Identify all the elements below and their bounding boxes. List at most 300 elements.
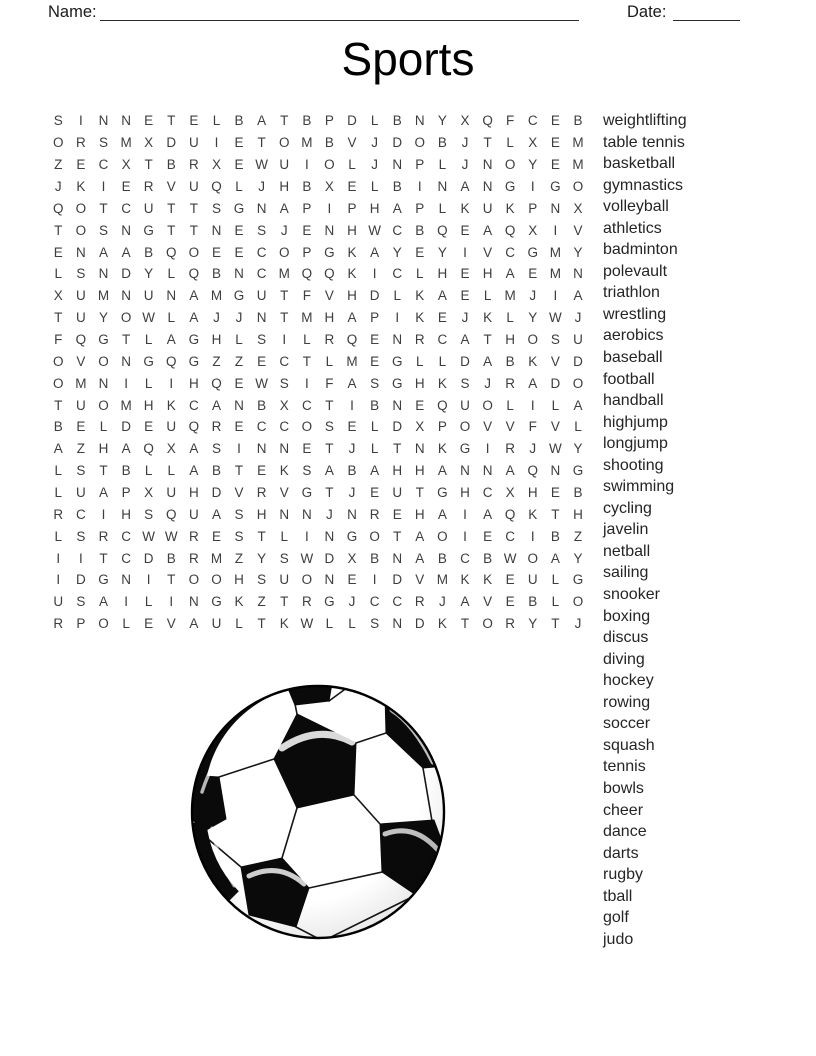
word-list-item: bowls [603, 779, 644, 797]
grid-letter: T [325, 485, 334, 501]
grid-letter: P [415, 157, 425, 173]
grid-letter: L [303, 332, 311, 348]
grid-letter: G [98, 572, 109, 588]
grid-letter: T [99, 463, 108, 479]
grid-letter: B [211, 266, 221, 282]
grid-letter: I [417, 179, 422, 194]
grid-letter: V [573, 222, 583, 238]
word-list-item: volleyball [603, 198, 669, 216]
grid-letter: N [121, 288, 131, 304]
grid-letter: U [143, 288, 154, 304]
grid-letter: J [371, 135, 378, 151]
grid-letter: M [301, 135, 313, 151]
grid-letter: R [369, 506, 380, 522]
grid-letter: N [121, 222, 131, 238]
grid-row [47, 110, 589, 132]
grid-letter: M [346, 353, 358, 369]
grid-letter: B [324, 135, 334, 151]
grid-letter: K [166, 397, 176, 413]
grid-letter: N [234, 397, 244, 413]
grid-letter: M [210, 550, 223, 566]
grid-letter: H [347, 222, 357, 238]
grid-letter: H [369, 200, 380, 216]
grid-letter: C [527, 113, 538, 129]
grid-letter: L [438, 353, 447, 369]
grid-letter: P [121, 485, 131, 501]
grid-row [47, 132, 589, 154]
word-list-item: diving [603, 650, 645, 668]
grid-letter: R [414, 594, 425, 610]
grid-letter: O [98, 616, 109, 632]
name-blank-line [100, 2, 579, 21]
grid-letter: B [121, 463, 131, 479]
grid-letter: E [121, 179, 131, 194]
grid-letter: N [573, 266, 583, 282]
word-list-item: judo [603, 930, 634, 948]
grid-letter: O [188, 244, 200, 260]
grid-letter: S [211, 441, 221, 457]
grid-letter: C [301, 397, 312, 413]
grid-letter: I [553, 222, 558, 238]
grid-letter: N [301, 506, 312, 522]
grid-letter: L [54, 463, 63, 479]
grid-letter: O [437, 528, 448, 544]
grid-letter: O [414, 135, 426, 151]
grid-letter: G [437, 485, 448, 501]
grid-letter: E [302, 441, 312, 457]
grid-letter: Y [144, 266, 154, 282]
grid-letter: R [505, 616, 516, 632]
grid-letter: K [279, 616, 289, 632]
grid-letter: E [234, 157, 244, 173]
word-list-item: swimming [603, 478, 675, 496]
grid-letter: H [188, 375, 199, 391]
grid-letter: E [460, 288, 470, 304]
grid-letter: S [324, 419, 334, 435]
grid-letter: U [143, 200, 154, 216]
grid-letter: L [280, 528, 288, 544]
grid-letter: T [280, 310, 289, 326]
grid-letter: I [101, 179, 106, 194]
grid-letter: L [370, 113, 379, 129]
grid-letter: A [415, 528, 425, 544]
grid-letter: K [415, 288, 425, 304]
grid-letter: A [460, 594, 470, 610]
grid-letter: G [188, 353, 200, 369]
grid-letter: M [301, 310, 313, 326]
date-blank-line [673, 2, 740, 21]
grid-letter: I [372, 572, 377, 588]
grid-letter: S [257, 222, 267, 238]
grid-row [47, 372, 589, 394]
grid-letter: L [54, 485, 63, 501]
word-list-item: polevault [603, 262, 668, 280]
grid-letter: H [573, 506, 583, 522]
grid-letter: I [327, 200, 332, 216]
grid-letter: N [256, 441, 267, 457]
grid-letter: L [370, 179, 379, 194]
grid-letter: E [211, 528, 221, 544]
grid-letter: H [324, 310, 335, 326]
grid-letter: A [98, 594, 108, 610]
grid-letter: W [142, 310, 156, 326]
grid-row [47, 176, 589, 198]
grid-letter: H [98, 441, 109, 457]
soccer-ball-image [186, 680, 450, 944]
grid-letter: Q [211, 179, 222, 194]
grid-letter: J [529, 288, 537, 304]
grid-letter: B [437, 135, 447, 151]
grid-letter: D [392, 572, 403, 588]
grid-letter: A [257, 113, 267, 129]
grid-letter: B [166, 550, 176, 566]
grid-letter: N [121, 572, 131, 588]
grid-letter: S [302, 463, 312, 479]
grid-row [47, 525, 589, 547]
word-list-item: darts [603, 844, 639, 862]
grid-row [47, 154, 589, 176]
grid-letter: D [550, 375, 561, 391]
grid-letter: C [392, 266, 403, 282]
grid-row [47, 438, 589, 460]
grid-letter: R [76, 135, 86, 151]
grid-letter: M [120, 135, 132, 151]
grid-letter: W [503, 550, 517, 566]
grid-letter: E [347, 179, 357, 194]
grid-letter: Y [573, 550, 583, 566]
grid-letter: A [415, 550, 425, 566]
grid-letter: A [550, 550, 560, 566]
grid-letter: K [528, 353, 538, 369]
grid-letter: P [347, 200, 357, 216]
grid-letter: G [346, 528, 358, 544]
grid-letter: R [324, 332, 335, 348]
grid-letter: A [189, 441, 199, 457]
grid-letter: N [414, 113, 425, 129]
grid-letter: L [235, 616, 243, 632]
grid-letter: A [573, 288, 583, 304]
grid-letter: Z [212, 353, 221, 369]
grid-letter: J [529, 441, 537, 457]
grid-letter: G [233, 288, 245, 304]
grid-letter: A [324, 463, 334, 479]
grid-letter: L [167, 463, 176, 479]
word-list-item: badminton [603, 241, 678, 259]
grid-letter: Q [504, 506, 516, 522]
grid-row [47, 241, 589, 263]
grid-letter: Q [188, 419, 200, 435]
grid-letter: I [124, 594, 128, 610]
grid-letter: E [234, 135, 244, 151]
grid-letter: L [438, 200, 447, 216]
grid-letter: A [483, 506, 493, 522]
grid-letter: S [144, 506, 154, 522]
grid-letter: L [348, 616, 356, 632]
grid-letter: Y [437, 113, 447, 129]
grid-row [47, 460, 589, 482]
grid-letter: A [279, 200, 289, 216]
grid-letter: I [304, 375, 309, 391]
grid-letter: P [76, 616, 86, 632]
grid-letter: D [369, 288, 380, 304]
word-list-item: sailing [603, 564, 649, 582]
grid-letter: E [505, 572, 515, 588]
grid-letter: K [347, 266, 357, 282]
grid-letter: X [121, 157, 131, 173]
word-list-item: highjump [603, 413, 668, 431]
grid-letter: K [347, 244, 357, 260]
grid-letter: H [347, 288, 357, 304]
grid-letter: W [300, 550, 314, 566]
grid-letter: V [347, 135, 357, 151]
grid-letter: D [347, 113, 357, 129]
grid-letter: P [437, 419, 447, 435]
word-list-item: javelin [603, 521, 649, 539]
name-label: Name: [48, 3, 97, 21]
grid-letter: Q [188, 266, 200, 282]
grid-letter: L [144, 375, 153, 391]
grid-letter: E [550, 135, 560, 151]
grid-letter: H [505, 332, 516, 348]
grid-letter: N [347, 506, 357, 522]
grid-letter: L [99, 419, 108, 435]
grid-letter: O [572, 375, 584, 391]
grid-letter: N [279, 441, 290, 457]
grid-letter: R [505, 441, 516, 457]
grid-letter: J [348, 441, 356, 457]
grid-letter: Q [75, 332, 87, 348]
grid-letter: T [415, 485, 424, 501]
grid-letter: O [504, 157, 516, 173]
grid-letter: C [76, 506, 86, 522]
grid-letter: I [101, 506, 106, 522]
grid-letter: L [54, 528, 63, 544]
grid-row [47, 547, 589, 569]
grid-letter: E [528, 266, 538, 282]
word-list-item: dance [603, 823, 647, 841]
grid-letter: R [414, 332, 425, 348]
grid-letter: N [98, 375, 109, 391]
grid-letter: B [392, 179, 402, 194]
word-list-item: tball [603, 887, 633, 905]
grid-letter: H [414, 463, 425, 479]
grid-letter: S [211, 200, 221, 216]
grid-letter: E [144, 616, 154, 632]
grid-letter: E [257, 463, 267, 479]
grid-letter: U [188, 135, 199, 151]
grid-letter: N [234, 266, 244, 282]
grid-letter: E [415, 244, 425, 260]
grid-letter: J [348, 594, 356, 610]
grid-letter: B [573, 485, 583, 501]
grid-letter: K [279, 463, 289, 479]
grid-letter: B [53, 419, 63, 435]
grid-letter: U [482, 200, 493, 216]
grid-letter: T [460, 616, 470, 632]
grid-letter: V [76, 353, 86, 369]
grid-letter: I [214, 135, 219, 151]
grid-letter: O [572, 179, 584, 194]
grid-letter: T [551, 616, 560, 632]
grid-letter: K [483, 572, 493, 588]
grid-letter: K [437, 616, 447, 632]
grid-letter: Q [301, 266, 313, 282]
grid-letter: Y [98, 310, 108, 326]
word-list-item: athletics [603, 219, 662, 237]
grid-letter: F [528, 419, 537, 435]
grid-letter: O [188, 572, 200, 588]
grid-letter: T [257, 135, 266, 151]
grid-letter: E [347, 419, 357, 435]
grid-letter: L [144, 463, 153, 479]
grid-letter: E [144, 419, 154, 435]
grid-letter: E [257, 353, 267, 369]
grid-letter: B [370, 550, 380, 566]
grid-letter: X [460, 113, 470, 129]
grid-letter: B [392, 113, 402, 129]
grid-letter: N [550, 200, 561, 216]
grid-letter: N [211, 222, 222, 238]
grid-letter: I [304, 528, 309, 544]
grid-letter: O [75, 200, 87, 216]
grid-letter: U [76, 485, 86, 501]
grid-letter: C [460, 550, 470, 566]
grid-letter: A [189, 616, 199, 632]
grid-letter: Y [573, 244, 583, 260]
grid-letter: O [278, 135, 290, 151]
grid-letter: O [98, 397, 109, 413]
grid-letter: T [99, 200, 108, 216]
grid-row [47, 350, 589, 372]
grid-letter: O [120, 310, 132, 326]
grid-letter: L [144, 594, 153, 610]
grid-letter: B [257, 397, 267, 413]
grid-letter: N [256, 200, 267, 216]
grid-letter: F [506, 113, 515, 129]
grid-letter: S [279, 550, 289, 566]
grid-letter: X [53, 288, 63, 304]
grid-letter: I [463, 244, 467, 260]
grid-letter: S [370, 375, 380, 391]
word-list-item: table tennis [603, 133, 685, 151]
grid-letter: F [325, 375, 334, 391]
word-list-item: cheer [603, 801, 644, 819]
grid-letter: J [461, 157, 469, 173]
grid-letter: S [53, 113, 63, 129]
grid-letter: G [572, 572, 584, 588]
grid-letter: E [234, 375, 244, 391]
grid-letter: P [415, 200, 425, 216]
grid-letter: L [551, 572, 560, 588]
grid-letter: M [504, 288, 516, 304]
grid-letter: S [234, 506, 244, 522]
grid-letter: V [505, 419, 515, 435]
grid-letter: M [278, 266, 290, 282]
grid-letter: J [258, 179, 266, 194]
grid-letter: K [415, 310, 425, 326]
grid-letter: J [326, 506, 333, 522]
grid-letter: H [460, 485, 470, 501]
grid-letter: X [279, 397, 289, 413]
grid-letter: A [573, 397, 583, 413]
grid-letter: W [300, 616, 314, 632]
grid-letter: T [54, 222, 63, 238]
grid-letter: Q [53, 200, 64, 216]
grid-letter: C [256, 419, 267, 435]
grid-letter: A [189, 463, 199, 479]
grid-letter: R [505, 375, 516, 391]
grid-letter: B [211, 463, 221, 479]
grid-letter: M [549, 266, 561, 282]
grid-letter: U [166, 485, 177, 501]
puzzle-title: Sports [341, 33, 475, 85]
grid-letter: Z [234, 353, 244, 369]
grid-letter: U [527, 572, 538, 588]
grid-letter: O [301, 572, 313, 588]
grid-letter: E [483, 528, 493, 544]
grid-letter: Q [166, 506, 177, 522]
grid-letter: I [530, 397, 535, 413]
grid-letter: Z [257, 594, 266, 610]
grid-letter: O [301, 419, 313, 435]
grid-letter: T [393, 528, 402, 544]
grid-letter: C [482, 485, 493, 501]
grid-letter: G [550, 179, 561, 194]
grid-letter: B [528, 594, 538, 610]
grid-letter: G [233, 200, 245, 216]
grid-letter: V [324, 288, 334, 304]
grid-letter: H [234, 572, 244, 588]
grid-letter: Y [528, 310, 538, 326]
grid-letter: C [188, 397, 199, 413]
grid-letter: I [146, 572, 151, 588]
grid-letter: K [76, 179, 86, 194]
grid-letter: R [98, 528, 109, 544]
grid-letter: A [211, 397, 221, 413]
word-list-item: weightlifting [603, 112, 687, 129]
grid-letter: C [121, 550, 131, 566]
grid-row [47, 591, 589, 613]
grid-letter: N [76, 244, 86, 260]
grid-letter: M [210, 288, 223, 304]
grid-letter: Y [573, 441, 583, 457]
grid-letter: N [324, 222, 335, 238]
grid-letter: P [528, 200, 538, 216]
grid-letter: I [79, 550, 83, 566]
grid-letter: J [484, 375, 491, 391]
grid-letter: X [415, 419, 425, 435]
grid-letter: H [211, 332, 222, 348]
grid-letter: T [189, 222, 198, 238]
grid-letter: T [325, 397, 334, 413]
grid-letter: C [98, 157, 109, 173]
grid-letter: U [188, 179, 199, 194]
grid-letter: N [482, 179, 493, 194]
grid-letter: V [166, 179, 176, 194]
grid-letter: T [483, 332, 492, 348]
grid-letter: H [121, 506, 131, 522]
grid-letter: G [459, 441, 471, 457]
grid-letter: T [302, 353, 311, 369]
grid-letter: E [234, 419, 244, 435]
grid-letter: Q [166, 244, 177, 260]
grid-letter: D [211, 485, 222, 501]
grid-row [47, 482, 589, 504]
word-list-item: rowing [603, 693, 651, 711]
grid-letter: E [234, 222, 244, 238]
grid-letter: O [482, 397, 493, 413]
grid-letter: G [504, 179, 516, 194]
